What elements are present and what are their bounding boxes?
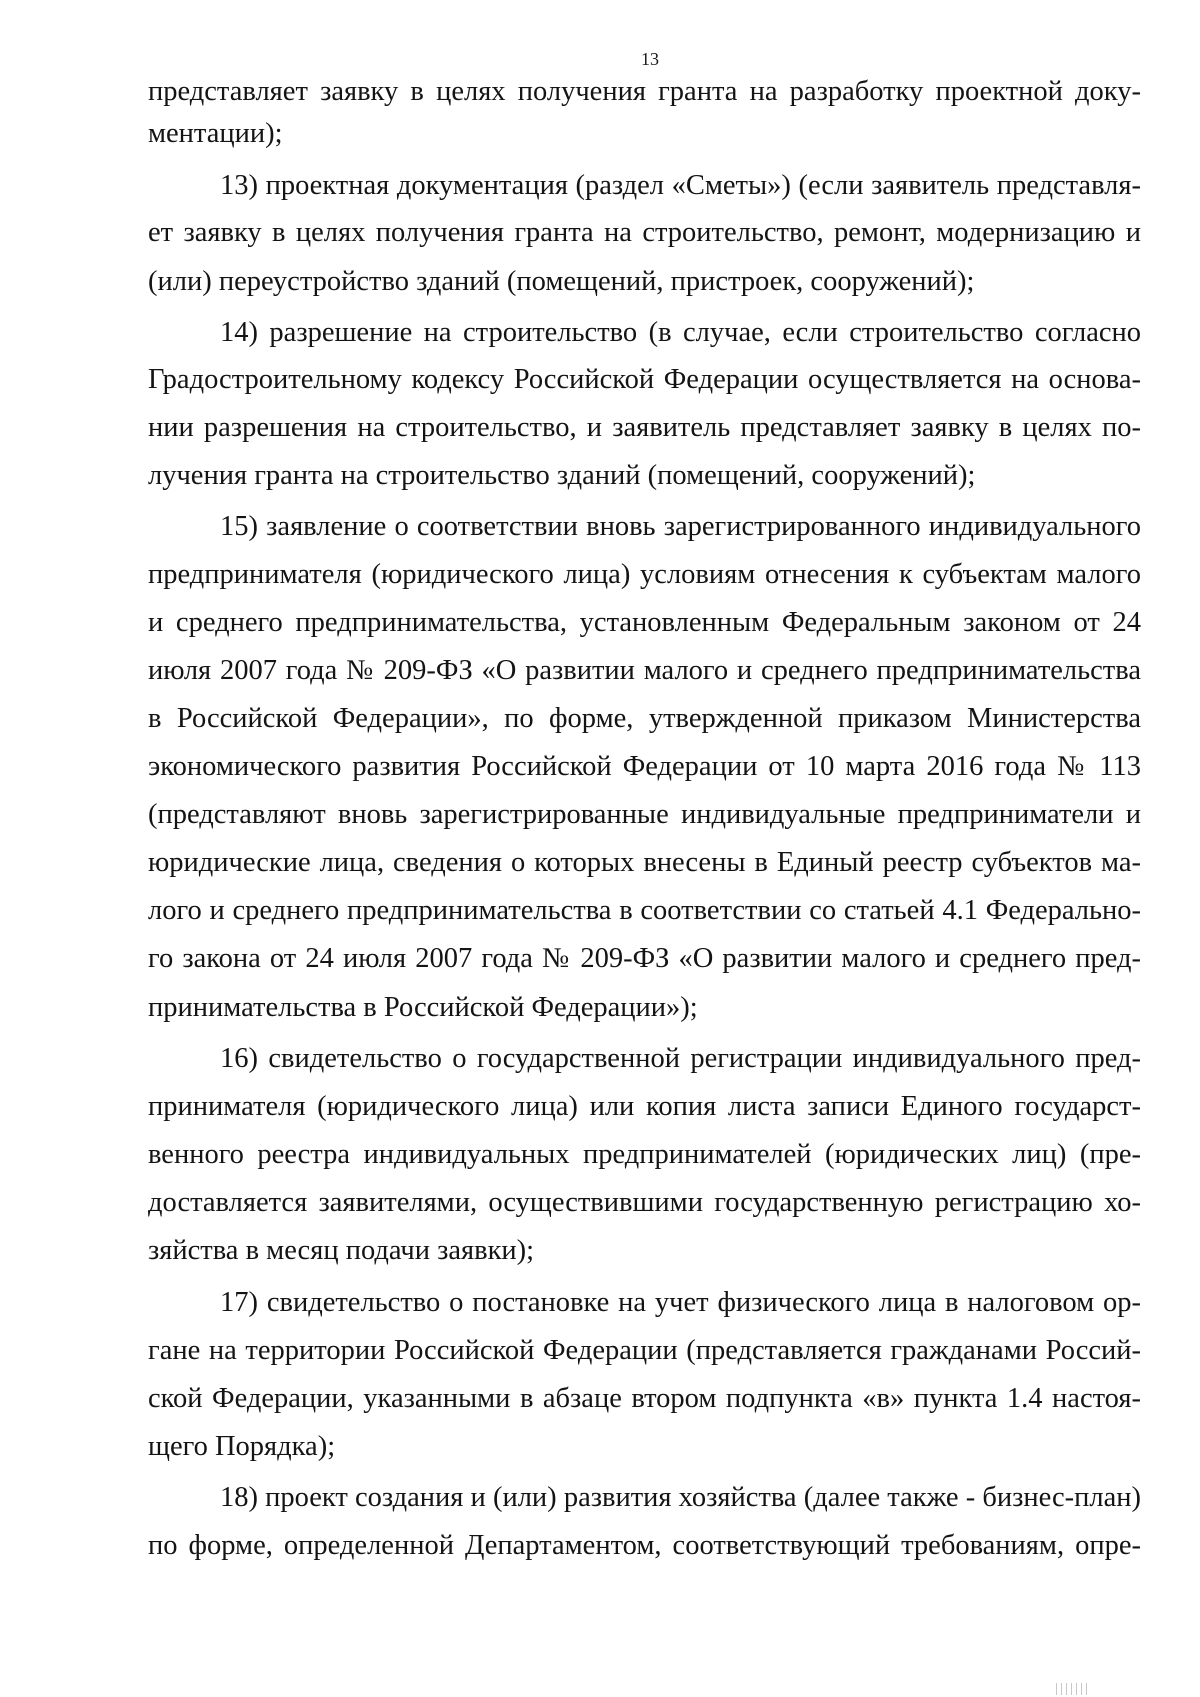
text-line: 13) проектная документация (раздел «Сметы») (если заявитель представля-	[220, 170, 1141, 201]
text-line: и среднего предпринимательства, установленным Федеральным законом от 24	[148, 607, 1141, 638]
text-line: щего Порядка);	[148, 1431, 336, 1462]
text-line: ет заявку в целях получения гранта на строительство, ремонт, модернизацию и	[148, 217, 1141, 248]
text-line: нии разрешения на строительство, и заявитель представляет заявку в целях по-	[148, 412, 1141, 443]
text-line: го закона от 24 июля 2007 года № 209-ФЗ «О развитии малого и среднего пред-	[148, 943, 1141, 974]
scan-artifact	[1056, 1683, 1088, 1695]
text-line: 18) проект создания и (или) развития хозяйства (далее также - бизнес-план)	[220, 1482, 1141, 1513]
text-line: доставляется заявителями, осуществившими государственную регистрацию хо-	[148, 1187, 1141, 1218]
text-line: экономического развития Российской Федерации от 10 марта 2016 года № 113	[148, 751, 1141, 782]
text-line: юридические лица, сведения о которых внесены в Единый реестр субъектов ма-	[148, 847, 1141, 878]
text-line: зяйства в месяц подачи заявки);	[148, 1235, 535, 1266]
text-line: (или) переустройство зданий (помещений, пристроек, сооружений);	[148, 266, 975, 297]
text-line: Градостроительному кодексу Российской Федерации осуществляется на основа-	[148, 364, 1141, 395]
page-number: 13	[641, 49, 659, 69]
text-line: 16) свидетельство о государственной регистрации индивидуального пред-	[220, 1043, 1141, 1074]
text-line: гане на территории Российской Федерации (представляется гражданами Россий-	[148, 1335, 1141, 1366]
text-line: ской Федерации, указанными в абзаце втором подпункта «в» пункта 1.4 настоя-	[148, 1383, 1141, 1414]
text-line: венного реестра индивидуальных предпринимателей (юридических лиц) (пре-	[148, 1139, 1141, 1170]
text-line: принимательства в Российской Федерации»);	[148, 992, 698, 1023]
text-line: принимателя (юридического лица) или копия листа записи Единого государст-	[148, 1091, 1141, 1122]
text-line: лучения гранта на строительство зданий (помещений, сооружений);	[148, 460, 976, 491]
text-line: ментации);	[148, 118, 283, 149]
text-line: 15) заявление о соответствии вновь зарегистрированного индивидуального	[220, 511, 1141, 542]
text-line: (представляют вновь зарегистрированные индивидуальные предприниматели и	[148, 799, 1141, 830]
text-line: в Российской Федерации», по форме, утвержденной приказом Министерства	[148, 703, 1141, 734]
text-line: по форме, определенной Департаментом, соответствующий требованиям, опре-	[148, 1530, 1141, 1561]
text-line: предпринимателя (юридического лица) условиям отнесения к субъектам малого	[148, 559, 1141, 590]
text-line: лого и среднего предпринимательства в соответствии со статьей 4.1 Федерально-	[148, 895, 1141, 926]
text-line: 17) свидетельство о постановке на учет физического лица в налоговом ор-	[220, 1287, 1141, 1318]
text-line: 14) разрешение на строительство (в случае, если строительство согласно	[220, 317, 1141, 348]
text-line: июля 2007 года № 209-ФЗ «О развитии малого и среднего предпринимательства	[148, 655, 1141, 686]
text-line: представляет заявку в целях получения гранта на разработку проектной доку-	[148, 76, 1141, 107]
